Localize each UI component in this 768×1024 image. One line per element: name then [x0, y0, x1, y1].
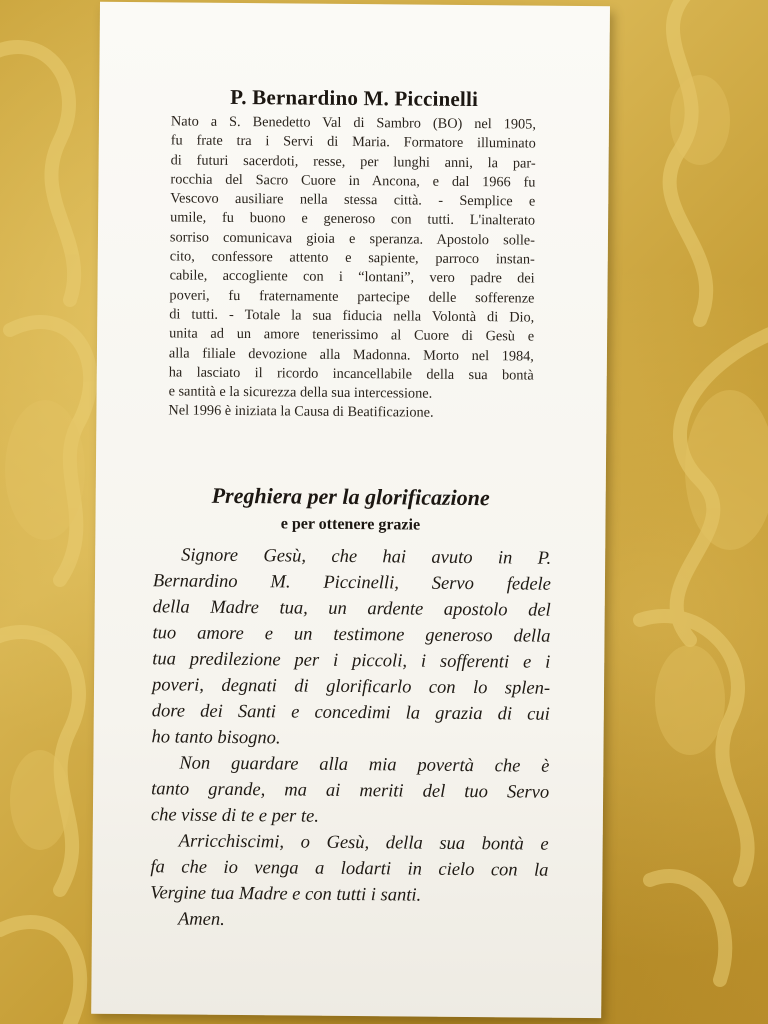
biography-text [168, 112, 536, 424]
prayer-line: Signore Gesù, che hai avuto in P. [181, 545, 552, 569]
prayer-subtitle: e per ottenere grazie [280, 515, 421, 534]
bio-line: cabile, accogliente con i “lontani”, vero padre dei [169, 267, 535, 287]
bio-line: sorriso comunicava gioia e speranza. Apostolo solle- [169, 229, 536, 249]
prayer-text [150, 542, 551, 935]
prayer-line: della Madre tua, un ardente apostolo del [152, 597, 551, 621]
bio-line: cito, confessore attento e sapiente, parroco instan- [169, 248, 535, 268]
prayer-card [91, 2, 610, 1018]
bio-line: ha lasciato il ricordo incancellabile della sua bontà [168, 364, 534, 384]
prayer-line: Non guardare alla mia povertà che è [179, 753, 550, 777]
prayer-line: fa che io venga a lodarti in cielo con la [150, 857, 549, 881]
prayer-title: Preghiera per la glorificazione [211, 482, 490, 511]
prayer-line: Amen. [177, 909, 225, 930]
prayer-line: Bernardino M. Piccinelli, Servo fedele [152, 571, 552, 595]
prayer-line: tuo amore e un testimone generoso della [152, 623, 551, 647]
bio-line: rocchia del Sacro Cuore in Ancona, e dal 1966 fu [170, 171, 536, 191]
bio-line: Nato a S. Benedetto Val di Sambro (BO) nel 1905, [170, 113, 537, 133]
bio-line: poveri, fu fraternamente partecipe delle sofferenze [169, 287, 535, 307]
prayer-line: dore dei Santi e concedimi la grazia di cui [151, 701, 550, 725]
card-title: P. Bernardino M. Piccinelli [230, 84, 479, 112]
prayer-line: tua predilezione per i piccoli, i sofferenti e i [152, 649, 551, 673]
bio-line: alla filiale devozione alla Madonna. Morto nel 1984, [168, 344, 535, 365]
prayer-line: ho tanto bisogno. [151, 727, 281, 749]
prayer-line: Vergine tua Madre e con tutti i santi. [150, 883, 422, 906]
bio-line: di futuri sacerdoti, resse, per lunghi anni, la par- [170, 151, 536, 172]
bio-line: fu frate tra i Servi di Maria. Formatore illuminato [170, 132, 536, 152]
prayer-line: tanto grande, ma ai meriti del tuo Servo [151, 779, 550, 803]
bio-line: Nel 1996 è iniziata la Causa di Beatificazione. [168, 402, 434, 422]
bio-line: Vescovo ausiliare nella stessa città. - Semplice e [170, 190, 536, 210]
bio-line: di tutti. - Totale la sua fiducia nella Volontà di Dio, [169, 306, 535, 326]
prayer-line: Arricchiscimi, o Gesù, della sua bontà e [178, 831, 549, 855]
bio-line: umile, fu buono e generoso con tutti. L'inalterato [170, 209, 536, 230]
prayer-line: poveri, degnati di glorificarlo con lo splen- [151, 675, 551, 699]
bio-line: unita ad un amore tenerissimo al Cuore di Gesù e [169, 325, 535, 345]
bio-line: e santità e la sicurezza della sua intercessione. [168, 383, 433, 402]
prayer-line: che visse di te e per te. [150, 805, 319, 827]
